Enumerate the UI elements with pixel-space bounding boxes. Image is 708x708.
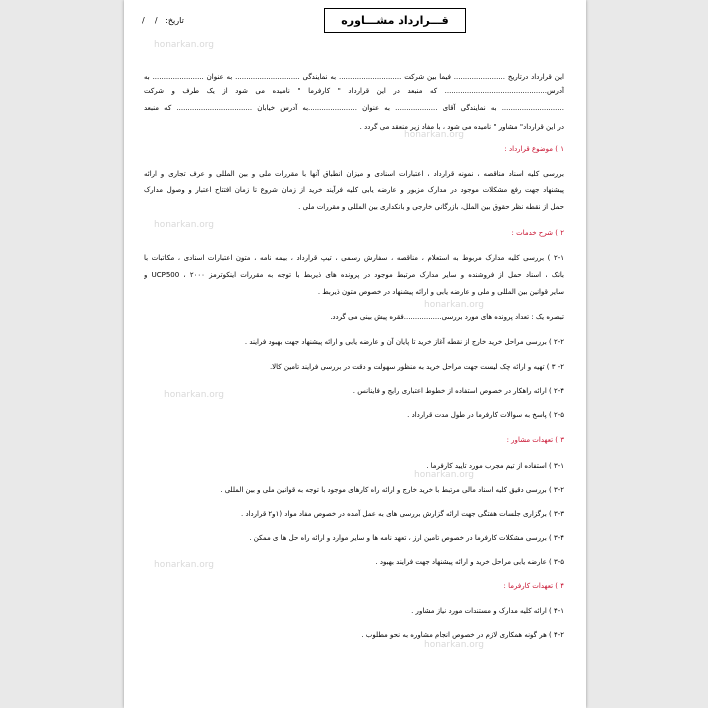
body-line: در این قرارداد" مشاور " نامیده می شود ، با مفاد زیر منعقد می گردد . xyxy=(359,123,564,131)
body-line: این قرارداد درتاریخ ....................... فیما بین شرکت ............................ به نمایندگی ............................. به عنوان ....................... به xyxy=(144,73,564,81)
body-line: ۲-۴ ) ارائه راهکار در خصوص استفاده از خطوط اعتباری رایج و فاینانس . xyxy=(352,387,564,395)
section-heading: ۴ ) تعهدات کارفرما : xyxy=(503,582,564,590)
body-line: ۲- ۳ ) تهیه و ارائه چک لیست جهت مراحل خرید به منظور سهولت و دقت در بررسی فرایند تامین کالا. xyxy=(269,363,564,371)
body-line: پیشنهاد جهت رفع مشکلات موجود در مدارک مزبور و عارضه یابی کلیه فرآیند خرید از زمان شروع تا زمان افتتاح اعتبار و وصول مدارک xyxy=(144,186,564,194)
watermark-text: honarkan.org xyxy=(164,390,225,400)
body-line: ۳-۴ ) بررسی مشکلات کارفرما در خصوص تامین ارز ، تعهد نامه ها و سایر موارد و ارائه راه حل ها ی ممکن . xyxy=(249,534,564,542)
section-heading: ۲ ) شرح خدمات : xyxy=(511,229,564,237)
body-line: ۳-۱ ) استفاده از تیم مجرب مورد تایید کارفرما . xyxy=(426,462,564,470)
body-line: ۳-۳ ) برگزاری جلسات هفتگی جهت ارائه گزارش بررسی های به عمل آمده در خصوص مفاد مواد (۱و۲ قرارداد . xyxy=(241,510,564,518)
body-line: ۲-۲ ) بررسی مراحل خرید خارج از نقطه آغاز خرید تا پایان آن و عارضه یابی و ارائه پیشنهاد جهت بهبود فرایند . xyxy=(244,338,564,346)
body-line: سایر قوانین بین المللی و ملی و عارضه یابی و ارائه پیشنهاد در خصوص متون ذیربط . xyxy=(317,288,564,296)
watermark-text: honarkan.org xyxy=(424,300,485,310)
date-field: تاریخ: / / xyxy=(142,16,184,25)
watermark-text: honarkan.org xyxy=(424,640,485,650)
body-line: ۳-۵ ) عارضه یابی مراحل خرید و ارائه پیشنهاد جهت فرایند بهبود . xyxy=(375,558,564,566)
body-line: تبصره یک : تعداد پرونده های مورد بررسی.................فقره پیش بینی می گردد. xyxy=(330,313,564,321)
contract-title: قـــرارداد مشـــاوره xyxy=(324,8,466,33)
body-line: آدرس.............................................. که منبعد در این قرارداد " کارفرما " نامیده می شود از یک طرف و شرکت xyxy=(144,87,564,95)
watermark-text: honarkan.org xyxy=(154,40,215,50)
body-line: ۳-۲ ) بررسی دقیق کلیه اسناد مالی مرتبط با خرید خارج و ارائه راه کارهای موجود با توجه به قوانین ملی و بین المللی . xyxy=(220,486,564,494)
watermark-text: honarkan.org xyxy=(154,220,215,230)
body-line: ۲-۱ ) بررسی کلیه مدارک مربوط به استعلام ، مناقصه ، سفارش رسمی ، تیپ قرارداد ، بیمه نامه ، متون اعتبارات اسنادی ، مکاتبات با xyxy=(144,254,564,262)
watermark-text: honarkan.org xyxy=(404,130,465,140)
body-line: بررسی کلیه اسناد مناقصه ، نمونه قرارداد ، اعتبارات اسنادی و میزان انطباق آنها با مقررات ملی و بین المللی و عرف تجاری و ارائه xyxy=(144,170,564,178)
body-line: ۴-۲ ) هر گونه همکاری لازم در خصوص انجام مشاوره به نحو مطلوب . xyxy=(361,631,564,639)
section-heading: ۱ ) موضوع قرارداد : xyxy=(504,145,564,153)
body-line: ۴-۱ ) ارائه کلیه مدارک و مستندات مورد نیاز مشاور . xyxy=(411,607,564,615)
section-heading: ۳ ) تعهدات مشاور : xyxy=(506,436,564,444)
body-line: بانک ، اسناد حمل از فروشنده و سایر مدارک مرتبط موجود در پرونده های ذیربط با توجه به مقررات اینکوترمز ۲۰۰۰ ، UCP500 و xyxy=(144,271,564,279)
body-line: ۲-۵ ) پاسخ به سوالات کارفرما در طول مدت قرارداد . xyxy=(407,411,564,419)
watermark-text: honarkan.org xyxy=(414,470,475,480)
body-line: حمل از نقطه نظر حقوق بین الملل، بازرگانی خارجی و بانکداری بین المللی و مقررات ملی . xyxy=(298,203,564,211)
body-line: ............................ به نمایندگی آقای ................... به عنوان ......................به آدرس خیابان .................................. که منبعد xyxy=(144,104,564,112)
document-page xyxy=(124,0,586,708)
watermark-text: honarkan.org xyxy=(154,560,215,570)
